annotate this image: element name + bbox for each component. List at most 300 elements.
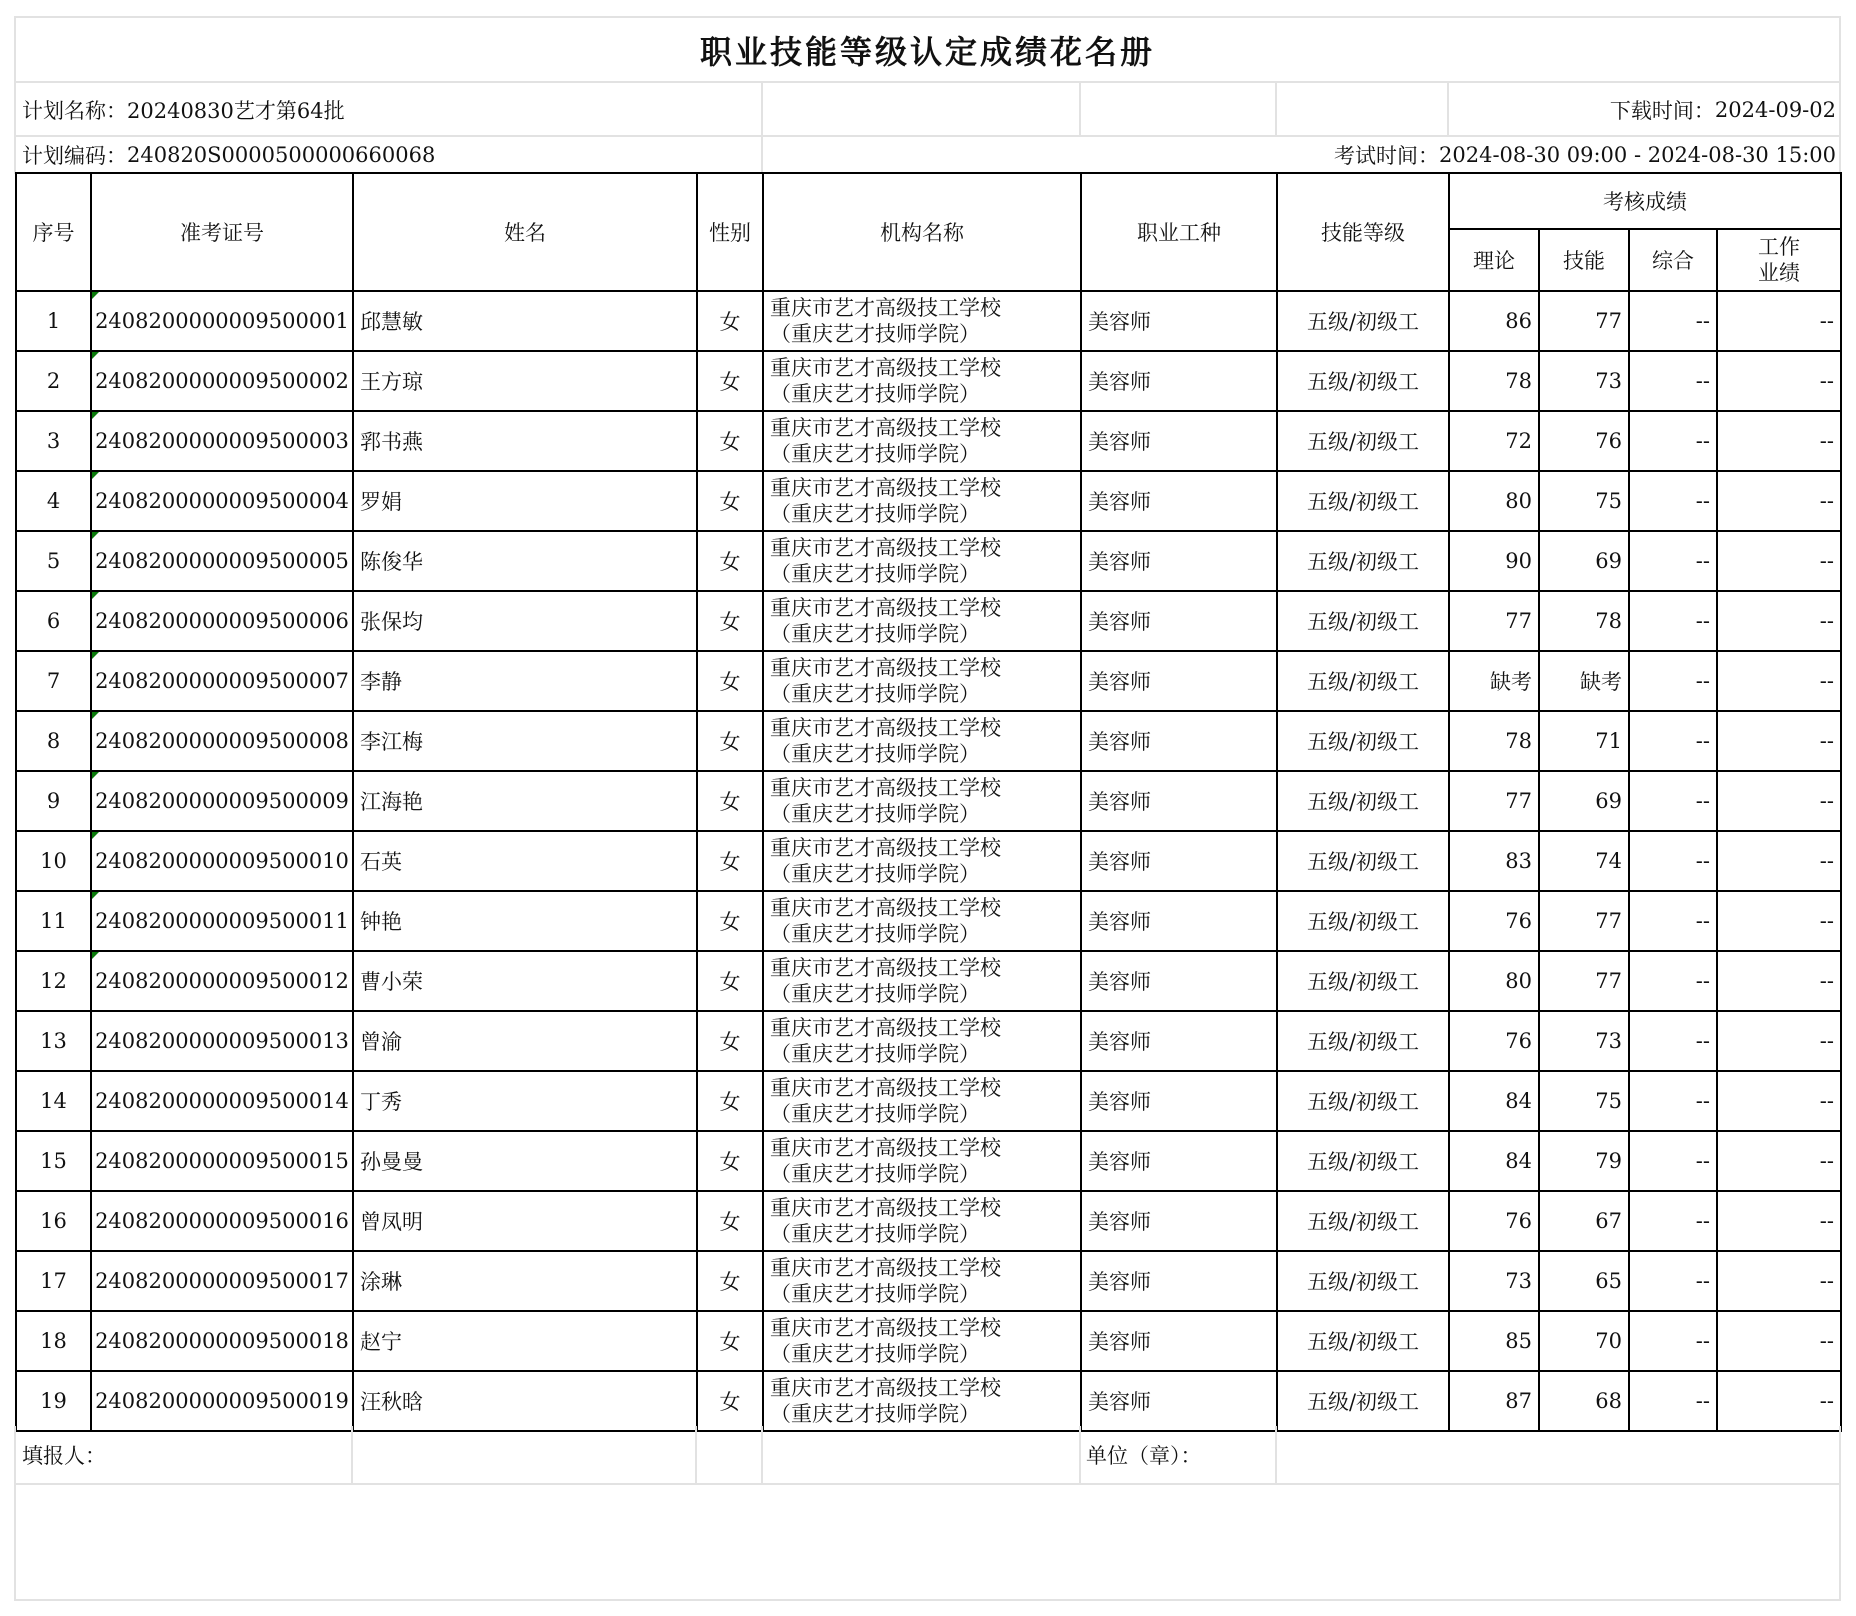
cell-gender[interactable]: 女 bbox=[697, 771, 763, 831]
header-org: 机构名称 bbox=[763, 173, 1081, 291]
cell-org[interactable] bbox=[763, 1131, 1081, 1191]
cell-seq[interactable]: 16 bbox=[16, 1191, 91, 1251]
cell-occupation[interactable]: 美容师 bbox=[1081, 291, 1277, 351]
cell-theory[interactable]: 78 bbox=[1449, 351, 1539, 411]
gridline bbox=[1275, 1426, 1277, 1484]
table-row bbox=[16, 1131, 1841, 1191]
cell-work-performance[interactable]: -- bbox=[1717, 951, 1841, 1011]
cell-work-performance[interactable]: -- bbox=[1717, 1011, 1841, 1071]
cell-name[interactable]: 钟艳 bbox=[353, 891, 697, 951]
table-row bbox=[16, 591, 1841, 651]
cell-theory[interactable]: 76 bbox=[1449, 1191, 1539, 1251]
cell-org[interactable] bbox=[763, 771, 1081, 831]
org-line2: （重庆艺才技师学院） bbox=[770, 442, 980, 466]
cell-level[interactable]: 五级/初级工 bbox=[1277, 471, 1449, 531]
cell-occupation[interactable]: 美容师 bbox=[1081, 651, 1277, 711]
cell-org[interactable] bbox=[763, 951, 1081, 1011]
cell-theory[interactable]: 76 bbox=[1449, 1011, 1539, 1071]
cell-work-performance[interactable]: -- bbox=[1717, 1311, 1841, 1371]
cell-name[interactable]: 曾凤明 bbox=[353, 1191, 697, 1251]
cell-skill[interactable]: 77 bbox=[1539, 291, 1629, 351]
header-scores-group: 考核成绩 bbox=[1449, 173, 1841, 229]
org-line1: 重庆市艺才高级技工学校 bbox=[770, 596, 1001, 620]
text-number-marker-icon bbox=[92, 892, 99, 899]
cell-occupation[interactable]: 美容师 bbox=[1081, 411, 1277, 471]
cell-level[interactable]: 五级/初级工 bbox=[1277, 651, 1449, 711]
cell-work-performance[interactable]: -- bbox=[1717, 831, 1841, 891]
cell-occupation[interactable]: 美容师 bbox=[1081, 891, 1277, 951]
cell-occupation[interactable]: 美容师 bbox=[1081, 1311, 1277, 1371]
cell-gender[interactable]: 女 bbox=[697, 891, 763, 951]
text-number-marker-icon bbox=[92, 292, 99, 299]
org-line2: （重庆艺才技师学院） bbox=[770, 1282, 980, 1306]
header-work-performance bbox=[1717, 229, 1841, 291]
cell-seq[interactable]: 17 bbox=[16, 1251, 91, 1311]
cell-skill[interactable]: 77 bbox=[1539, 951, 1629, 1011]
text-number-marker-icon bbox=[92, 772, 99, 779]
cell-overall[interactable]: -- bbox=[1629, 291, 1717, 351]
cell-overall[interactable]: -- bbox=[1629, 1071, 1717, 1131]
text-number-marker-icon bbox=[92, 832, 99, 839]
exam-time-value: 2024-08-30 09:00 - 2024-08-30 15:00 bbox=[1439, 142, 1836, 167]
cell-org[interactable] bbox=[763, 1071, 1081, 1131]
cell-skill[interactable]: 68 bbox=[1539, 1371, 1629, 1431]
cell-work-performance[interactable]: -- bbox=[1717, 771, 1841, 831]
cell-name[interactable]: 曹小荣 bbox=[353, 951, 697, 1011]
download-time-value: 2024-09-02 bbox=[1714, 98, 1836, 122]
score-roster-table bbox=[15, 172, 1842, 1432]
text-number-marker-icon bbox=[92, 472, 99, 479]
text-number-marker-icon bbox=[92, 952, 99, 959]
cell-overall[interactable]: -- bbox=[1629, 1191, 1717, 1251]
ticket-no-value: 2408200000009500016 bbox=[95, 1209, 349, 1233]
cell-gender[interactable]: 女 bbox=[697, 1131, 763, 1191]
plan-name-value: 20240830艺才第64批 bbox=[127, 99, 345, 123]
org-line2: （重庆艺才技师学院） bbox=[770, 682, 980, 706]
cell-org[interactable] bbox=[763, 591, 1081, 651]
cell-theory[interactable]: 80 bbox=[1449, 471, 1539, 531]
ticket-no-value: 2408200000009500004 bbox=[95, 489, 349, 513]
cell-theory[interactable]: 缺考 bbox=[1449, 651, 1539, 711]
cell-theory[interactable]: 85 bbox=[1449, 1311, 1539, 1371]
org-line2: （重庆艺才技师学院） bbox=[770, 862, 980, 886]
cell-occupation[interactable]: 美容师 bbox=[1081, 771, 1277, 831]
cell-seq[interactable]: 5 bbox=[16, 531, 91, 591]
cell-overall[interactable]: -- bbox=[1629, 351, 1717, 411]
org-line2: （重庆艺才技师学院） bbox=[770, 1042, 980, 1066]
cell-theory[interactable]: 87 bbox=[1449, 1371, 1539, 1431]
ticket-no-value: 2408200000009500006 bbox=[95, 609, 349, 633]
cell-ticket-no[interactable] bbox=[91, 711, 353, 771]
table-row bbox=[16, 711, 1841, 771]
cell-ticket-no[interactable] bbox=[91, 411, 353, 471]
cell-skill[interactable]: 79 bbox=[1539, 1131, 1629, 1191]
cell-name[interactable]: 罗娟 bbox=[353, 471, 697, 531]
cell-overall[interactable]: -- bbox=[1629, 531, 1717, 591]
cell-org[interactable] bbox=[763, 651, 1081, 711]
cell-occupation[interactable]: 美容师 bbox=[1081, 951, 1277, 1011]
cell-seq[interactable]: 6 bbox=[16, 591, 91, 651]
org-line1: 重庆市艺才高级技工学校 bbox=[770, 1016, 1001, 1040]
cell-gender[interactable]: 女 bbox=[697, 1011, 763, 1071]
cell-work-performance[interactable]: -- bbox=[1717, 1251, 1841, 1311]
gridline bbox=[695, 1426, 697, 1484]
cell-skill[interactable]: 73 bbox=[1539, 1011, 1629, 1071]
cell-skill[interactable]: 71 bbox=[1539, 711, 1629, 771]
cell-name[interactable]: 汪秋晗 bbox=[353, 1371, 697, 1431]
ticket-no-value: 2408200000009500013 bbox=[95, 1029, 349, 1053]
cell-theory[interactable]: 84 bbox=[1449, 1131, 1539, 1191]
cell-theory[interactable]: 84 bbox=[1449, 1071, 1539, 1131]
cell-work-performance[interactable]: -- bbox=[1717, 411, 1841, 471]
cell-occupation[interactable]: 美容师 bbox=[1081, 711, 1277, 771]
cell-skill[interactable]: 67 bbox=[1539, 1191, 1629, 1251]
table-row bbox=[16, 831, 1841, 891]
org-line1: 重庆市艺才高级技工学校 bbox=[770, 1376, 1001, 1400]
text-number-marker-icon bbox=[92, 592, 99, 599]
cell-ticket-no[interactable] bbox=[91, 951, 353, 1011]
cell-seq[interactable]: 15 bbox=[16, 1131, 91, 1191]
cell-gender[interactable]: 女 bbox=[697, 1191, 763, 1251]
cell-org[interactable] bbox=[763, 291, 1081, 351]
cell-overall[interactable]: -- bbox=[1629, 411, 1717, 471]
cell-ticket-no[interactable] bbox=[91, 1191, 353, 1251]
cell-seq[interactable]: 9 bbox=[16, 771, 91, 831]
cell-level[interactable]: 五级/初级工 bbox=[1277, 1071, 1449, 1131]
cell-level[interactable]: 五级/初级工 bbox=[1277, 1191, 1449, 1251]
cell-skill[interactable]: 76 bbox=[1539, 411, 1629, 471]
gridline bbox=[1447, 82, 1449, 136]
cell-level[interactable]: 五级/初级工 bbox=[1277, 1251, 1449, 1311]
cell-seq[interactable]: 2 bbox=[16, 351, 91, 411]
cell-ticket-no[interactable] bbox=[91, 651, 353, 711]
cell-overall[interactable]: -- bbox=[1629, 651, 1717, 711]
cell-seq[interactable]: 11 bbox=[16, 891, 91, 951]
cell-overall[interactable]: -- bbox=[1629, 771, 1717, 831]
cell-level[interactable]: 五级/初级工 bbox=[1277, 411, 1449, 471]
cell-seq[interactable]: 7 bbox=[16, 651, 91, 711]
cell-seq[interactable]: 3 bbox=[16, 411, 91, 471]
plan-code-label: 计划编码： bbox=[22, 143, 127, 168]
cell-theory[interactable]: 76 bbox=[1449, 891, 1539, 951]
cell-skill[interactable]: 73 bbox=[1539, 351, 1629, 411]
cell-overall[interactable]: -- bbox=[1629, 1371, 1717, 1431]
cell-ticket-no[interactable] bbox=[91, 1131, 353, 1191]
table-row bbox=[16, 351, 1841, 411]
cell-gender[interactable]: 女 bbox=[697, 831, 763, 891]
cell-occupation[interactable]: 美容师 bbox=[1081, 471, 1277, 531]
org-line1: 重庆市艺才高级技工学校 bbox=[770, 776, 1001, 800]
cell-gender[interactable]: 女 bbox=[697, 291, 763, 351]
cell-theory[interactable]: 86 bbox=[1449, 291, 1539, 351]
cell-theory[interactable]: 90 bbox=[1449, 531, 1539, 591]
cell-theory[interactable]: 78 bbox=[1449, 711, 1539, 771]
cell-seq[interactable]: 13 bbox=[16, 1011, 91, 1071]
cell-ticket-no[interactable] bbox=[91, 1371, 353, 1431]
org-line1: 重庆市艺才高级技工学校 bbox=[770, 1076, 1001, 1100]
cell-level[interactable]: 五级/初级工 bbox=[1277, 711, 1449, 771]
cell-seq[interactable]: 8 bbox=[16, 711, 91, 771]
cell-skill[interactable]: 69 bbox=[1539, 771, 1629, 831]
cell-org[interactable] bbox=[763, 711, 1081, 771]
table-row bbox=[16, 1371, 1841, 1431]
plan-code bbox=[22, 137, 435, 172]
org-line1: 重庆市艺才高级技工学校 bbox=[770, 1136, 1001, 1160]
cell-occupation[interactable]: 美容师 bbox=[1081, 1071, 1277, 1131]
exam-time bbox=[1334, 137, 1836, 172]
cell-level[interactable]: 五级/初级工 bbox=[1277, 1311, 1449, 1371]
cell-theory[interactable]: 77 bbox=[1449, 771, 1539, 831]
cell-occupation[interactable]: 美容师 bbox=[1081, 1371, 1277, 1431]
cell-overall[interactable]: -- bbox=[1629, 831, 1717, 891]
gridline bbox=[14, 1426, 16, 1601]
cell-org[interactable] bbox=[763, 1251, 1081, 1311]
cell-work-performance[interactable]: -- bbox=[1717, 711, 1841, 771]
text-number-marker-icon bbox=[92, 352, 99, 359]
cell-ticket-no[interactable] bbox=[91, 1311, 353, 1371]
org-line2: （重庆艺才技师学院） bbox=[770, 742, 980, 766]
cell-name[interactable]: 陈俊华 bbox=[353, 531, 697, 591]
cell-name[interactable]: 王方琼 bbox=[353, 351, 697, 411]
cell-theory[interactable]: 72 bbox=[1449, 411, 1539, 471]
org-line2: （重庆艺才技师学院） bbox=[770, 1342, 980, 1366]
org-line1: 重庆市艺才高级技工学校 bbox=[770, 1196, 1001, 1220]
ticket-no-value: 2408200000009500009 bbox=[95, 789, 349, 813]
cell-theory[interactable]: 83 bbox=[1449, 831, 1539, 891]
cell-gender[interactable]: 女 bbox=[697, 1311, 763, 1371]
cell-skill[interactable]: 75 bbox=[1539, 471, 1629, 531]
table-row bbox=[16, 771, 1841, 831]
cell-ticket-no[interactable] bbox=[91, 471, 353, 531]
cell-org[interactable] bbox=[763, 1191, 1081, 1251]
cell-name[interactable]: 曾渝 bbox=[353, 1011, 697, 1071]
filler-label: 填报人： bbox=[22, 1444, 106, 1468]
plan-name-label: 计划名称： bbox=[22, 99, 127, 123]
org-line1: 重庆市艺才高级技工学校 bbox=[770, 656, 1001, 680]
cell-seq[interactable]: 12 bbox=[16, 951, 91, 1011]
cell-name[interactable]: 邱慧敏 bbox=[353, 291, 697, 351]
cell-ticket-no[interactable] bbox=[91, 1251, 353, 1311]
table-row bbox=[16, 1011, 1841, 1071]
cell-org[interactable] bbox=[763, 471, 1081, 531]
cell-org[interactable] bbox=[763, 1311, 1081, 1371]
cell-occupation[interactable]: 美容师 bbox=[1081, 1131, 1277, 1191]
cell-seq[interactable]: 18 bbox=[16, 1311, 91, 1371]
cell-level[interactable]: 五级/初级工 bbox=[1277, 771, 1449, 831]
ticket-no-value: 2408200000009500007 bbox=[95, 669, 349, 693]
cell-org[interactable] bbox=[763, 531, 1081, 591]
cell-work-performance[interactable]: -- bbox=[1717, 1191, 1841, 1251]
cell-level[interactable]: 五级/初级工 bbox=[1277, 1011, 1449, 1071]
gridline bbox=[1839, 1426, 1841, 1601]
text-number-marker-icon bbox=[92, 412, 99, 419]
cell-org[interactable] bbox=[763, 1011, 1081, 1071]
table-row bbox=[16, 531, 1841, 591]
cell-gender[interactable]: 女 bbox=[697, 651, 763, 711]
cell-level[interactable]: 五级/初级工 bbox=[1277, 1371, 1449, 1431]
cell-work-performance[interactable]: -- bbox=[1717, 591, 1841, 651]
ticket-no-value: 2408200000009500011 bbox=[95, 909, 349, 933]
org-line1: 重庆市艺才高级技工学校 bbox=[770, 896, 1001, 920]
cell-work-performance[interactable]: -- bbox=[1717, 471, 1841, 531]
cell-overall[interactable]: -- bbox=[1629, 1311, 1717, 1371]
cell-level[interactable]: 五级/初级工 bbox=[1277, 951, 1449, 1011]
cell-gender[interactable]: 女 bbox=[697, 711, 763, 771]
cell-skill[interactable]: 缺考 bbox=[1539, 651, 1629, 711]
cell-name[interactable]: 郛书燕 bbox=[353, 411, 697, 471]
cell-seq[interactable]: 14 bbox=[16, 1071, 91, 1131]
cell-work-performance[interactable]: -- bbox=[1717, 351, 1841, 411]
gridline bbox=[15, 1599, 1841, 1601]
ticket-no-value: 2408200000009500002 bbox=[95, 369, 349, 393]
org-line1: 重庆市艺才高级技工学校 bbox=[770, 296, 1001, 320]
cell-name[interactable]: 张保均 bbox=[353, 591, 697, 651]
cell-gender[interactable]: 女 bbox=[697, 471, 763, 531]
cell-work-performance[interactable]: -- bbox=[1717, 291, 1841, 351]
cell-skill[interactable]: 77 bbox=[1539, 891, 1629, 951]
cell-name[interactable]: 江海艳 bbox=[353, 771, 697, 831]
ticket-no-value: 2408200000009500015 bbox=[95, 1149, 349, 1173]
header-gender: 性别 bbox=[697, 173, 763, 291]
cell-level[interactable]: 五级/初级工 bbox=[1277, 891, 1449, 951]
cell-gender[interactable]: 女 bbox=[697, 1071, 763, 1131]
cell-overall[interactable]: -- bbox=[1629, 711, 1717, 771]
header-level: 技能等级 bbox=[1277, 173, 1449, 291]
cell-level[interactable]: 五级/初级工 bbox=[1277, 291, 1449, 351]
cell-occupation[interactable]: 美容师 bbox=[1081, 1191, 1277, 1251]
cell-overall[interactable]: -- bbox=[1629, 591, 1717, 651]
cell-seq[interactable]: 10 bbox=[16, 831, 91, 891]
ticket-no-value: 2408200000009500012 bbox=[95, 969, 349, 993]
org-line2: （重庆艺才技师学院） bbox=[770, 802, 980, 826]
cell-skill[interactable]: 70 bbox=[1539, 1311, 1629, 1371]
cell-ticket-no[interactable] bbox=[91, 891, 353, 951]
table-row bbox=[16, 1311, 1841, 1371]
cell-ticket-no[interactable] bbox=[91, 1011, 353, 1071]
text-number-marker-icon bbox=[92, 532, 99, 539]
table-row bbox=[16, 651, 1841, 711]
cell-gender[interactable]: 女 bbox=[697, 1371, 763, 1431]
cell-occupation[interactable]: 美容师 bbox=[1081, 831, 1277, 891]
cell-theory[interactable]: 73 bbox=[1449, 1251, 1539, 1311]
cell-level[interactable]: 五级/初级工 bbox=[1277, 831, 1449, 891]
cell-ticket-no[interactable] bbox=[91, 351, 353, 411]
header-seq: 序号 bbox=[16, 173, 91, 291]
cell-work-performance[interactable]: -- bbox=[1717, 1131, 1841, 1191]
cell-gender[interactable]: 女 bbox=[697, 531, 763, 591]
cell-name[interactable]: 赵宁 bbox=[353, 1311, 697, 1371]
cell-level[interactable]: 五级/初级工 bbox=[1277, 531, 1449, 591]
ticket-no-value: 2408200000009500019 bbox=[95, 1389, 349, 1413]
cell-seq[interactable]: 1 bbox=[16, 291, 91, 351]
cell-ticket-no[interactable] bbox=[91, 831, 353, 891]
cell-theory[interactable]: 77 bbox=[1449, 591, 1539, 651]
cell-gender[interactable]: 女 bbox=[697, 411, 763, 471]
cell-overall[interactable]: -- bbox=[1629, 1251, 1717, 1311]
plan-name bbox=[22, 84, 345, 136]
org-line1: 重庆市艺才高级技工学校 bbox=[770, 1256, 1001, 1280]
cell-name[interactable]: 李江梅 bbox=[353, 711, 697, 771]
org-line2: （重庆艺才技师学院） bbox=[770, 922, 980, 946]
cell-org[interactable] bbox=[763, 891, 1081, 951]
cell-org[interactable] bbox=[763, 351, 1081, 411]
unit-seal-label: 单位（章）： bbox=[1086, 1444, 1202, 1468]
cell-overall[interactable]: -- bbox=[1629, 951, 1717, 1011]
gridline bbox=[351, 1426, 353, 1484]
cell-name[interactable]: 孙曼曼 bbox=[353, 1131, 697, 1191]
cell-overall[interactable]: -- bbox=[1629, 1131, 1717, 1191]
cell-occupation[interactable]: 美容师 bbox=[1081, 351, 1277, 411]
org-line1: 重庆市艺才高级技工学校 bbox=[770, 536, 1001, 560]
cell-overall[interactable]: -- bbox=[1629, 471, 1717, 531]
cell-name[interactable]: 涂琳 bbox=[353, 1251, 697, 1311]
org-line1: 重庆市艺才高级技工学校 bbox=[770, 476, 1001, 500]
cell-name[interactable]: 丁秀 bbox=[353, 1071, 697, 1131]
cell-work-performance[interactable]: -- bbox=[1717, 531, 1841, 591]
header-work-line2: 业绩 bbox=[1758, 261, 1800, 285]
header-skill: 技能 bbox=[1539, 229, 1629, 291]
cell-ticket-no[interactable] bbox=[91, 1071, 353, 1131]
cell-ticket-no[interactable] bbox=[91, 291, 353, 351]
cell-overall[interactable]: -- bbox=[1629, 1011, 1717, 1071]
cell-occupation[interactable]: 美容师 bbox=[1081, 591, 1277, 651]
org-line2: （重庆艺才技师学院） bbox=[770, 1222, 980, 1246]
cell-work-performance[interactable]: -- bbox=[1717, 1371, 1841, 1431]
cell-ticket-no[interactable] bbox=[91, 531, 353, 591]
cell-org[interactable] bbox=[763, 411, 1081, 471]
cell-skill[interactable]: 74 bbox=[1539, 831, 1629, 891]
cell-seq[interactable]: 19 bbox=[16, 1371, 91, 1431]
cell-name[interactable]: 石英 bbox=[353, 831, 697, 891]
gridline bbox=[761, 82, 763, 172]
cell-work-performance[interactable]: -- bbox=[1717, 891, 1841, 951]
cell-occupation[interactable]: 美容师 bbox=[1081, 1011, 1277, 1071]
text-number-marker-icon bbox=[92, 712, 99, 719]
table-row bbox=[16, 1251, 1841, 1311]
cell-level[interactable]: 五级/初级工 bbox=[1277, 591, 1449, 651]
gridline bbox=[761, 1426, 763, 1484]
cell-work-performance[interactable]: -- bbox=[1717, 1071, 1841, 1131]
org-line2: （重庆艺才技师学院） bbox=[770, 1402, 980, 1426]
cell-level[interactable]: 五级/初级工 bbox=[1277, 1131, 1449, 1191]
cell-org[interactable] bbox=[763, 1371, 1081, 1431]
table-body bbox=[16, 291, 1841, 1431]
cell-work-performance[interactable]: -- bbox=[1717, 651, 1841, 711]
cell-name[interactable]: 李静 bbox=[353, 651, 697, 711]
download-time bbox=[1610, 84, 1836, 136]
cell-occupation[interactable]: 美容师 bbox=[1081, 1251, 1277, 1311]
cell-skill[interactable]: 78 bbox=[1539, 591, 1629, 651]
cell-occupation[interactable]: 美容师 bbox=[1081, 531, 1277, 591]
cell-overall[interactable]: -- bbox=[1629, 891, 1717, 951]
cell-theory[interactable]: 80 bbox=[1449, 951, 1539, 1011]
ticket-no-value: 2408200000009500018 bbox=[95, 1329, 349, 1353]
cell-seq[interactable]: 4 bbox=[16, 471, 91, 531]
cell-gender[interactable]: 女 bbox=[697, 951, 763, 1011]
cell-ticket-no[interactable] bbox=[91, 771, 353, 831]
gridline bbox=[15, 1483, 1841, 1485]
cell-gender[interactable]: 女 bbox=[697, 591, 763, 651]
page-title: 职业技能等级认定成绩花名册 bbox=[699, 32, 1155, 71]
cell-gender[interactable]: 女 bbox=[697, 351, 763, 411]
cell-skill[interactable]: 65 bbox=[1539, 1251, 1629, 1311]
cell-ticket-no[interactable] bbox=[91, 591, 353, 651]
cell-level[interactable]: 五级/初级工 bbox=[1277, 351, 1449, 411]
cell-skill[interactable]: 75 bbox=[1539, 1071, 1629, 1131]
cell-gender[interactable]: 女 bbox=[697, 1251, 763, 1311]
cell-org[interactable] bbox=[763, 831, 1081, 891]
cell-skill[interactable]: 69 bbox=[1539, 531, 1629, 591]
